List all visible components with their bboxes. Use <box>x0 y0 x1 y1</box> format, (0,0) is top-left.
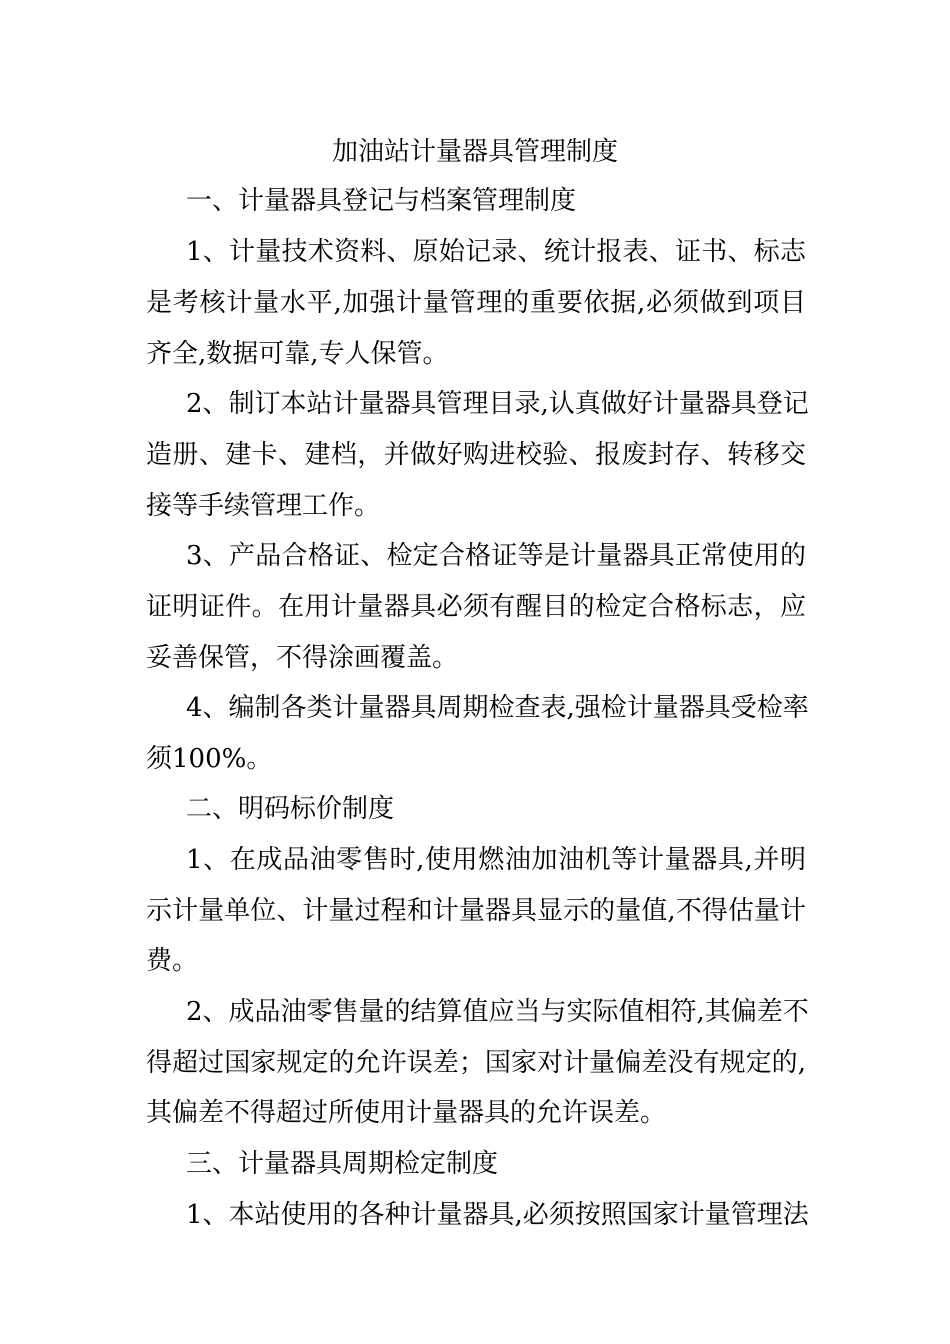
paragraph-line: 示计量单位、计量过程和计量器具显示的量值,不得估量计 <box>146 896 806 926</box>
paragraph-line: 是考核计量水平,加强计量管理的重要依据,必须做到项目 <box>146 288 806 318</box>
paragraph-line: 齐全,数据可靠,专人保管。 <box>146 339 449 369</box>
paragraph-line: 1、计量技术资料、原始记录、统计报表、证书、标志 <box>186 237 806 267</box>
paragraph-line: 证明证件。在用计量器具必须有醒目的检定合格标志，应 <box>146 592 806 622</box>
paragraph-line: 1、在成品油零售时,使用燃油加油机等计量器具,并明 <box>186 845 806 875</box>
paragraph-line: 2、成品油零售量的结算值应当与实际值相符,其偏差不 <box>186 997 809 1027</box>
paragraph-line: 得超过国家规定的允许误差；国家对计量偏差没有规定的, <box>146 1048 806 1078</box>
section-heading-1: 一、计量器具登记与档案管理制度 <box>186 186 577 216</box>
paragraph-line: 造册、建卡、建档，并做好购进校验、报废封存、转移交 <box>146 440 806 470</box>
paragraph-line: 妥善保管，不得涂画覆盖。 <box>146 643 459 673</box>
paragraph-line: 4、编制各类计量器具周期检查表,强检计量器具受检率 <box>186 693 809 723</box>
paragraph-line: 2、制订本站计量器具管理目录,认真做好计量器具登记 <box>186 389 809 419</box>
section-heading-3: 三、计量器具周期检定制度 <box>186 1149 499 1179</box>
paragraph-line: 接等手续管理工作。 <box>146 491 381 521</box>
paragraph-line: 1、本站使用的各种计量器具,必须按照国家计量管理法 <box>186 1200 809 1230</box>
document-title: 加油站计量器具管理制度 <box>331 137 618 167</box>
section-heading-2: 二、明码标价制度 <box>186 794 395 824</box>
paragraph-line: 费。 <box>146 946 199 976</box>
paragraph-line: 3、产品合格证、检定合格证等是计量器具正常使用的 <box>186 541 806 571</box>
paragraph-line: 其偏差不得超过所使用计量器具的允许误差。 <box>146 1098 667 1128</box>
paragraph-line: 须100%。 <box>146 744 273 774</box>
